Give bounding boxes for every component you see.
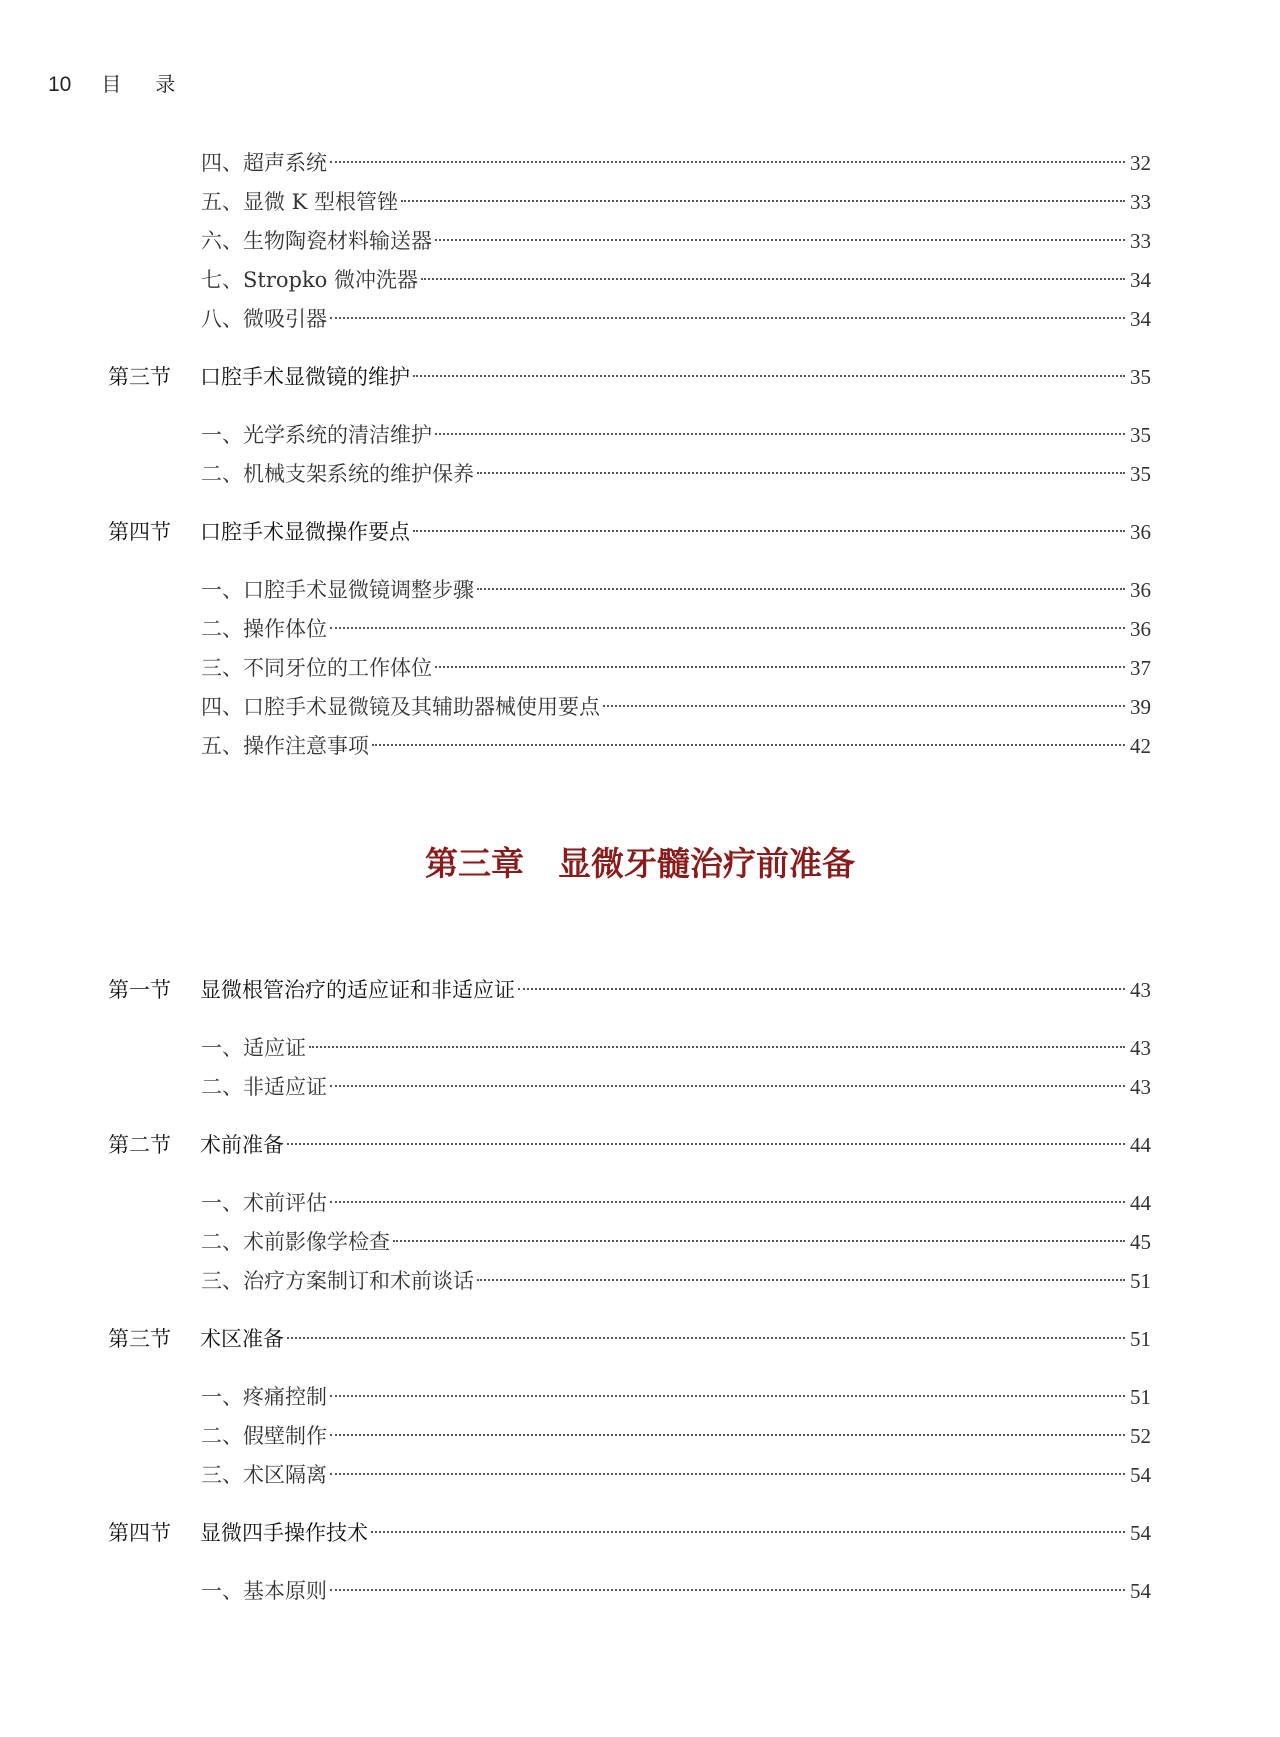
toc-entry[interactable] — [0, 575, 1280, 605]
header-title: 目录 — [101, 72, 210, 96]
toc-entry-label: 一、术前评估 — [201, 1191, 327, 1215]
dot-leader — [330, 1395, 1125, 1397]
toc-entry-label: 二、操作体位 — [201, 617, 327, 641]
toc-entry-page: 43 — [1130, 1036, 1151, 1060]
dot-leader — [413, 375, 1125, 377]
dot-leader — [309, 1046, 1125, 1048]
toc-entry-page: 45 — [1130, 1230, 1151, 1254]
dot-leader — [477, 1279, 1125, 1281]
toc-entry-page: 51 — [1130, 1269, 1151, 1293]
toc-entry-label: 二、术前影像学检查 — [201, 1230, 390, 1254]
toc-section-page: 44 — [1130, 1133, 1151, 1157]
toc-entry-page: 32 — [1130, 151, 1151, 175]
toc-entry-page: 33 — [1130, 229, 1151, 253]
toc-entry-page: 37 — [1130, 656, 1151, 680]
dot-leader — [330, 1201, 1125, 1203]
toc-entry[interactable] — [0, 614, 1280, 644]
toc-entry[interactable] — [0, 731, 1280, 761]
dot-leader — [421, 278, 1125, 280]
toc-entry[interactable] — [0, 653, 1280, 683]
chapter-heading — [0, 838, 1280, 885]
toc-section-page: 36 — [1130, 520, 1151, 544]
toc-entry[interactable] — [0, 187, 1280, 217]
toc-entry[interactable] — [0, 226, 1280, 256]
toc-entry-label: 一、光学系统的清洁维护 — [201, 423, 432, 447]
toc-entry-label: 一、基本原则 — [201, 1579, 327, 1603]
toc-entry[interactable] — [0, 265, 1280, 295]
toc-entry[interactable] — [0, 692, 1280, 722]
toc-section-number: 第一节 — [108, 978, 171, 1002]
toc-section-page: 54 — [1130, 1521, 1151, 1545]
toc-entry-label: 一、适应证 — [201, 1036, 306, 1060]
dot-leader — [330, 1085, 1125, 1087]
toc-section-label: 口腔手术显微操作要点 — [200, 520, 410, 544]
toc-entry[interactable] — [0, 1033, 1280, 1063]
running-header — [48, 68, 209, 97]
toc-entry[interactable] — [0, 1382, 1280, 1412]
chapter-number: 第三章 — [425, 844, 524, 883]
toc-entry[interactable] — [0, 1072, 1280, 1102]
toc-section-page: 35 — [1130, 365, 1151, 389]
dot-leader — [287, 1143, 1125, 1145]
toc-entry-page: 54 — [1130, 1579, 1151, 1603]
dot-leader — [330, 1434, 1125, 1436]
dot-leader — [518, 988, 1125, 990]
toc-entry-label: 四、超声系统 — [201, 151, 327, 175]
toc-section[interactable] — [0, 975, 1280, 1005]
toc-entry-label: 五、操作注意事项 — [201, 734, 369, 758]
toc-entry-label: 三、不同牙位的工作体位 — [201, 656, 432, 680]
toc-section-label: 显微四手操作技术 — [200, 1521, 368, 1545]
header-page-number: 10 — [48, 73, 72, 96]
toc-section-label: 口腔手术显微镜的维护 — [200, 365, 410, 389]
toc-section-label: 术区准备 — [200, 1327, 284, 1351]
toc-section[interactable] — [0, 362, 1280, 392]
dot-leader — [435, 433, 1125, 435]
toc-entry[interactable] — [0, 1266, 1280, 1296]
toc-section-number: 第三节 — [108, 1327, 171, 1351]
toc-entry[interactable] — [0, 459, 1280, 489]
dot-leader — [330, 627, 1125, 629]
toc-section[interactable] — [0, 1130, 1280, 1160]
dot-leader — [603, 705, 1125, 707]
dot-leader — [413, 530, 1125, 532]
dot-leader — [330, 161, 1125, 163]
toc-entry-page: 36 — [1130, 578, 1151, 602]
toc-entry-label: 二、机械支架系统的维护保养 — [201, 462, 474, 486]
toc-section-label: 显微根管治疗的适应证和非适应证 — [200, 978, 515, 1002]
toc-entry[interactable] — [0, 1421, 1280, 1451]
dot-leader — [330, 1589, 1125, 1591]
toc-entry-page: 35 — [1130, 423, 1151, 447]
toc-section-page: 43 — [1130, 978, 1151, 1002]
toc-section-number: 第四节 — [108, 520, 171, 544]
toc-section-number: 第二节 — [108, 1133, 171, 1157]
dot-leader — [477, 472, 1125, 474]
toc-entry[interactable] — [0, 1460, 1280, 1490]
dot-leader — [330, 317, 1125, 319]
dot-leader — [393, 1240, 1125, 1242]
toc-entry-label: 二、非适应证 — [201, 1075, 327, 1099]
toc-entry[interactable] — [0, 420, 1280, 450]
toc-entry-label: 二、假壁制作 — [201, 1424, 327, 1448]
toc-entry-label: 六、生物陶瓷材料输送器 — [201, 229, 432, 253]
toc-entry-page: 54 — [1130, 1463, 1151, 1487]
toc-entry-page: 52 — [1130, 1424, 1151, 1448]
toc-entry-label: 四、口腔手术显微镜及其辅助器械使用要点 — [201, 695, 600, 719]
toc-entry[interactable] — [0, 148, 1280, 178]
toc-entry-page: 33 — [1130, 190, 1151, 214]
toc-entry-page: 34 — [1130, 268, 1151, 292]
toc-entry-page: 43 — [1130, 1075, 1151, 1099]
dot-leader — [477, 588, 1125, 590]
toc-entry-label: 三、治疗方案制订和术前谈话 — [201, 1269, 474, 1293]
toc-entry-page: 36 — [1130, 617, 1151, 641]
toc-entry-page: 51 — [1130, 1385, 1151, 1409]
toc-entry-label: 八、微吸引器 — [201, 307, 327, 331]
toc-entry-page: 39 — [1130, 695, 1151, 719]
dot-leader — [401, 200, 1125, 202]
dot-leader — [372, 744, 1125, 746]
toc-section-number: 第四节 — [108, 1521, 171, 1545]
toc-entry-label: 三、术区隔离 — [201, 1463, 327, 1487]
dot-leader — [435, 239, 1125, 241]
toc-entry-label: 一、口腔手术显微镜调整步骤 — [201, 578, 474, 602]
toc-entry-label: 五、显微 K 型根管锉 — [201, 190, 399, 214]
toc-entry[interactable] — [0, 1188, 1280, 1218]
toc-section-number: 第三节 — [108, 365, 171, 389]
toc-section[interactable] — [0, 1518, 1280, 1548]
toc-entry-page: 35 — [1130, 462, 1151, 486]
toc-entry[interactable] — [0, 1576, 1280, 1606]
chapter-title: 显微牙髓治疗前准备 — [558, 844, 855, 883]
toc-section-page: 51 — [1130, 1327, 1151, 1351]
toc-entry[interactable] — [0, 1227, 1280, 1257]
toc-entry-page: 42 — [1130, 734, 1151, 758]
dot-leader — [435, 666, 1125, 668]
toc-section[interactable] — [0, 1324, 1280, 1354]
toc-section-label: 术前准备 — [200, 1133, 284, 1157]
dot-leader — [287, 1337, 1125, 1339]
toc-entry-page: 34 — [1130, 307, 1151, 331]
toc-section[interactable] — [0, 517, 1280, 547]
toc-entry-page: 44 — [1130, 1191, 1151, 1215]
dot-leader — [330, 1473, 1125, 1475]
toc-entry-label: 七、Stropko 微冲洗器 — [201, 268, 418, 292]
toc-entry-label: 一、疼痛控制 — [201, 1385, 327, 1409]
toc-entry[interactable] — [0, 304, 1280, 334]
dot-leader — [371, 1531, 1125, 1533]
